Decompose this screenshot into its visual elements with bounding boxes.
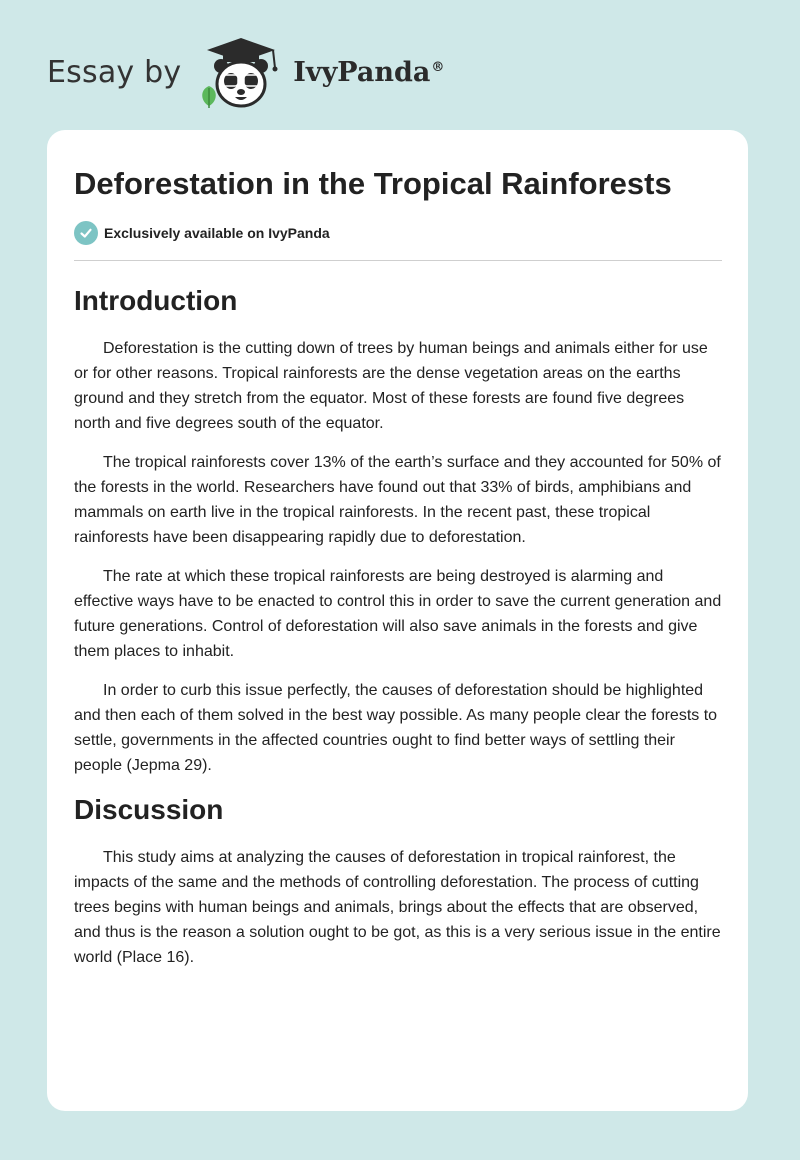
- exclusive-badge: [74, 220, 722, 246]
- section-introduction: [74, 283, 722, 778]
- site-header: [47, 34, 444, 110]
- check-circle-icon: [74, 221, 98, 245]
- panda-graduate-icon[interactable]: [195, 34, 287, 110]
- section-heading: Discussion: [74, 794, 224, 825]
- registered-mark: ®: [431, 59, 445, 75]
- section-discussion: [74, 792, 722, 970]
- section-heading: Introduction: [74, 285, 238, 316]
- essay-card: [47, 130, 748, 1111]
- paragraph: The tropical rainforests cover 13% of the earth’s surface and they accounted for 50% of the forests in the world. Researchers have found out that 33% of birds, amphibians and mammals on earth live in the tropical rainforests. In the recent past, these tropical rainforests have been disappearing rapidly due to deforestation.: [74, 454, 721, 546]
- paragraph: This study aims at analyzing the causes of deforestation in tropical rainforest, the impacts of the same and the methods of controlling deforestation. The process of cutting trees begins with human beings and animals, brings about the effects that are observed, and thus is the reason a solution ought to be got, as this is a very serious issue in the entire world (Place 16).: [74, 849, 721, 966]
- divider: [74, 260, 722, 261]
- essay-by-label: Essay by: [47, 54, 182, 90]
- paragraph: The rate at which these tropical rainforests are being destroyed is alarming and effective ways have to be enacted to control this in order to save the current generation and future generations. Control of deforestation will also save animals in the forests and give them places to inhabit.: [74, 568, 722, 660]
- brand-name[interactable]: IvyPanda®: [293, 56, 445, 88]
- page-title: Deforestation in the Tropical Rainforests: [74, 166, 672, 201]
- paragraph: In order to curb this issue perfectly, the causes of deforestation should be highlighted and then each of them solved in the best way possible. As many people clear the forests to settle, governments in the affected countries ought to find better ways of settling their people (Jepma 29).: [74, 682, 718, 774]
- paragraph: Deforestation is the cutting down of trees by human beings and animals either for use or for other reasons. Tropical rainforests are the dense vegetation areas on the earths ground and they stretch from the equator. Most of these forests are found five degrees north and five degrees south of the equator.: [74, 340, 708, 432]
- exclusive-badge-text: Exclusively available on IvyPanda: [104, 225, 330, 241]
